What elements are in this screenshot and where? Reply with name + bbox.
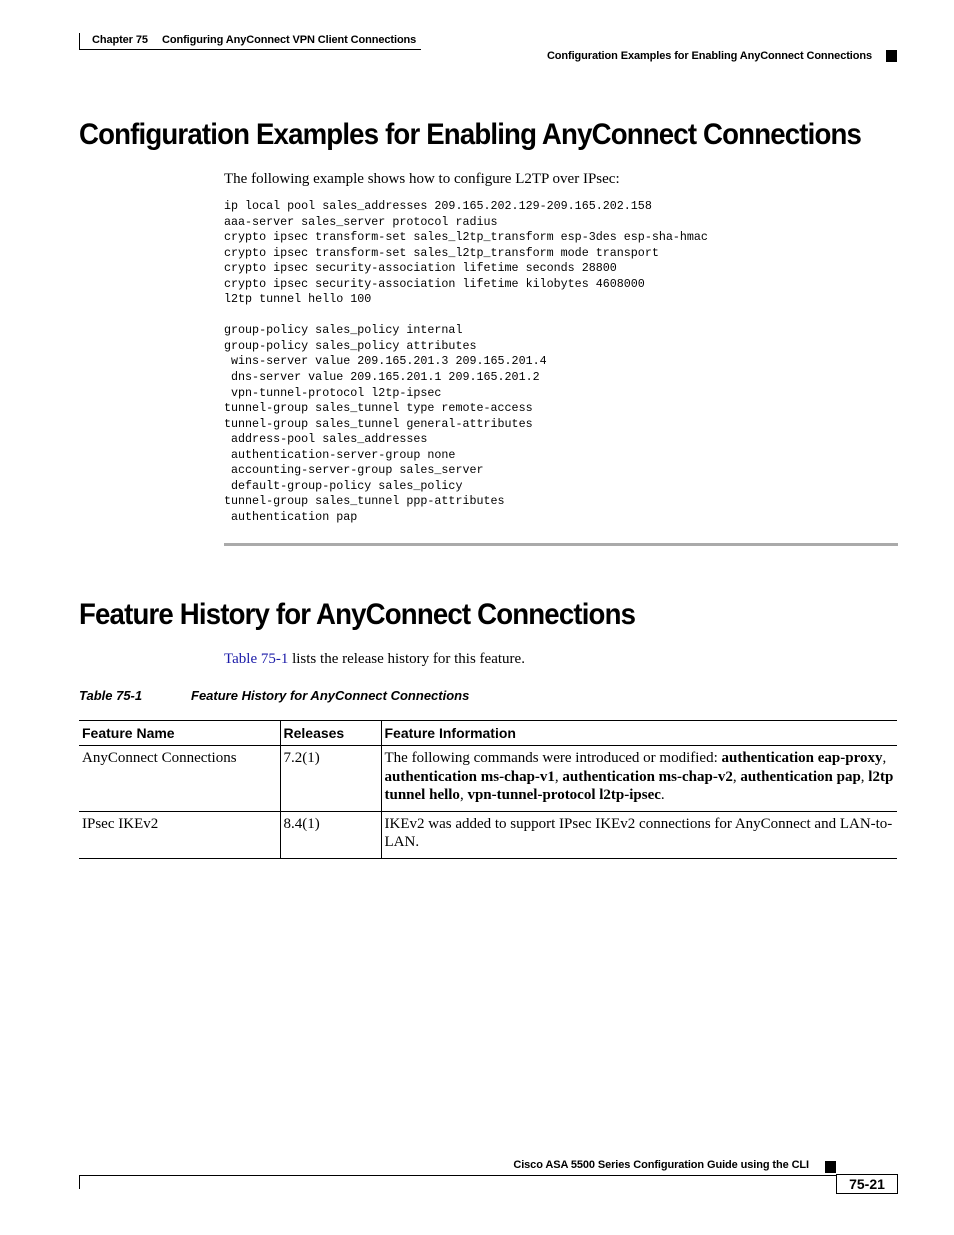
table-caption-number: Table 75-1 — [79, 688, 143, 703]
code-block-rule — [224, 543, 898, 546]
section-title-feature-history: Feature History for AnyConnect Connections — [79, 598, 636, 631]
header-marker-block — [886, 50, 897, 62]
command-name: authentication ms-chap-v1 — [384, 768, 555, 785]
command-name: authentication eap-proxy — [721, 750, 883, 766]
header-rule — [79, 49, 421, 50]
table-link[interactable]: Table 75-1 — [224, 651, 289, 667]
table-intro-rest: lists the release history for this feature. — [288, 651, 525, 667]
header-chapter: Chapter 75 — [92, 34, 148, 46]
command-name: vpn-tunnel-protocol l2tp-ipsec — [467, 787, 661, 803]
footer-rule — [79, 1175, 836, 1176]
info-text: . — [660, 787, 665, 803]
footer-marker-block — [825, 1161, 836, 1173]
feature-info-cell: IKEv2 was added to support IPsec IKEv2 connections for AnyConnect and LAN-to-LAN. — [381, 811, 897, 858]
config-code-block: ip local pool sales_addresses 209.165.202.129-209.165.202.158 aaa-server sales_server protocol radius crypto ipsec transform-set sales_l2tp_transform esp-3des esp-sha-hmac crypto ipsec transform-set sales_l2tp_transform mode transport crypto ipsec security-association lifetime seconds 28800 crypto ipsec security-association lifetime kilobytes 4608000 l2tp tunnel hello 100 group-policy sales_policy internal group-policy sales_policy attributes wins-server value 209.165.201.3 209.165.201.4 dns-server value 209.165.201.1 209.165.201.2 vpn-tunnel-protocol l2tp-ipsec tunnel-group sales_tunnel type remote-access tunnel-group sales_tunnel general-attributes address-pool sales_addresses authentication-server-group none accounting-server-group sales_server default-group-policy sales_policy tunnel-group sales_tunnel ppp-attributes authentication pap — [224, 199, 708, 524]
info-text: , — [882, 750, 887, 766]
column-header-feature-name: Feature Name — [82, 725, 175, 741]
header-section-title: Configuration Examples for Enabling AnyConnect Connections — [546, 50, 872, 62]
info-text: , — [459, 787, 468, 803]
header-left-bar — [79, 33, 80, 50]
config-intro-text: The following example shows how to configure L2TP over IPsec: — [224, 171, 620, 187]
column-header-releases: Releases — [280, 721, 381, 746]
release-cell: 7.2(1) — [280, 746, 381, 812]
feature-name-cell: AnyConnect Connections — [82, 750, 237, 766]
command-name: authentication pap — [740, 768, 861, 785]
info-text: , — [732, 768, 741, 785]
page-number: 75-21 — [836, 1174, 898, 1194]
table-intro-text — [224, 651, 525, 668]
release-cell: 8.4(1) — [280, 811, 381, 858]
header-chapter-title: Configuring AnyConnect VPN Client Connections — [162, 34, 417, 46]
info-text: The following commands were introduced or modified: — [384, 750, 722, 766]
feature-history-table — [79, 720, 897, 859]
table-caption-title: Feature History for AnyConnect Connections — [191, 688, 470, 703]
table-row — [79, 811, 897, 858]
table-row — [79, 746, 897, 812]
footer-left-bar — [79, 1175, 80, 1189]
info-text: , — [860, 768, 869, 785]
section-title-config-examples: Configuration Examples for Enabling AnyConnect Connections — [79, 118, 862, 151]
feature-info-cell — [381, 746, 897, 812]
command-name: authentication ms-chap-v2 — [562, 768, 733, 785]
feature-name-cell: IPsec IKEv2 — [82, 815, 159, 832]
column-header-feature-information: Feature Information — [381, 721, 897, 746]
info-text: , — [554, 768, 563, 785]
command-name: l2tp tunnel hello — [384, 768, 894, 803]
footer-guide-title: Cisco ASA 5500 Series Configuration Guide using the CLI — [513, 1159, 809, 1171]
table-header-row — [79, 721, 897, 746]
